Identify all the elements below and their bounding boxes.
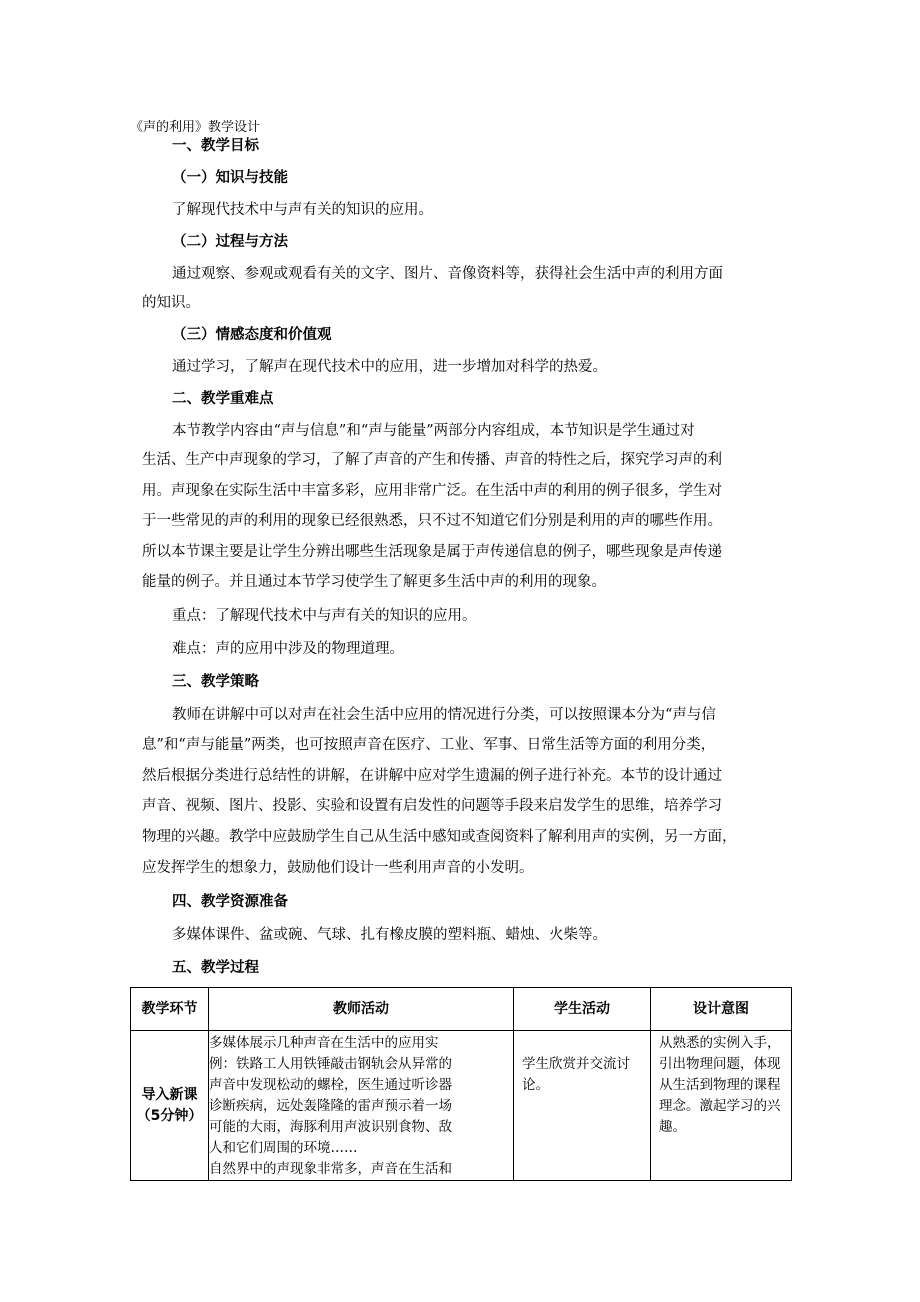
key-points-line: 所以本节课主要是让学生分辨出哪些生活现象是属于声传递信息的例子，哪些现象是声传递: [142, 544, 722, 560]
document-title: 《声的利用》教学设计: [130, 120, 261, 135]
focus-text: 重点：了解现代技术中与声有关的知识的应用。: [172, 608, 477, 624]
strategy-line: 然后根据分类进行总结性的讲解，在讲解中应对学生遗漏的例子进行补充。本节的设计通过: [142, 768, 722, 784]
heading-key-points: 二、教学重难点: [172, 391, 274, 407]
heading-strategy: 三、教学策略: [172, 674, 259, 690]
difficulty-text: 难点：声的应用中涉及的物理道理。: [172, 641, 404, 657]
heading-resources: 四、教学资源准备: [172, 894, 288, 910]
teacher-activity-line: 多媒体展示几种声音在生活中的应用实: [209, 1035, 439, 1051]
strategy-line: 息”和“声与能量”两类，也可按照声音在医疗、工业、军事、日常生活等方面的利用分类，: [142, 737, 716, 753]
header-design-intent: 设计意图: [651, 988, 792, 1031]
knowledge-text: 了解现代技术中与声有关的知识的应用。: [172, 202, 433, 218]
teacher-activity-cell: [209, 1031, 514, 1181]
heading-process-methods: （二）过程与方法: [172, 234, 288, 250]
process-text-line-2: 的知识。: [142, 295, 200, 311]
process-text-line-1: 通过观察、参观或观看有关的文字、图片、音像资料等，获得社会生活中声的利用方面: [172, 266, 723, 282]
header-stage: 教学环节: [131, 988, 209, 1031]
strategy-line: 应发挥学生的想象力，鼓励他们设计一些利用声音的小发明。: [142, 860, 534, 876]
teacher-activity-line: 例：铁路工人用铁锤敲击钢轨会从异常的: [209, 1056, 452, 1072]
teacher-activity-line: 人和它们周围的环境……: [209, 1140, 358, 1156]
header-student-activity: 学生活动: [514, 988, 651, 1031]
heading-objectives: 一、教学目标: [172, 138, 259, 154]
design-intent-cell: 从熟悉的实例入手，引出物理问题，体现从生活到物理的课程理念。激起学习的兴趣。: [651, 1031, 792, 1181]
strategy-line: 物理的兴趣。教学中应鼓励学生自己从生活中感知或查阅资料了解利用声的实例，另一方面，: [142, 829, 737, 845]
heading-knowledge-skills: （一）知识与技能: [172, 170, 288, 186]
teacher-activity-line: 诊断疾病，远处轰隆隆的雷声预示着一场: [209, 1098, 452, 1114]
teacher-activity-line: 自然界中的声现象非常多，声音在生活和: [209, 1161, 452, 1177]
key-points-line: 能量的例子。并且通过本节学习使学生了解更多生活中声的利用的现象。: [142, 574, 606, 590]
key-points-line: 用。声现象在实际生活中丰富多彩，应用非常广泛。在生活中声的利用的例子很多，学生对: [142, 483, 722, 499]
teacher-activity-line: 声音中发现松动的螺栓，医生通过听诊器: [209, 1077, 452, 1093]
table-row: [131, 1031, 792, 1181]
key-points-line: 于一些常见的声的利用的现象已经很熟悉，只不过不知道它们分别是利用的声的哪些作用。: [142, 513, 722, 529]
strategy-line: 教师在讲解中可以对声在社会生活中应用的情况进行分类，可以按照课本分为“声与信: [172, 707, 716, 723]
stage-cell: 导入新课（5分钟）: [131, 1031, 209, 1181]
teacher-activity-line: 可能的大雨，海豚利用声波识别食物、敌: [209, 1119, 452, 1135]
heading-process: 五、教学过程: [172, 960, 259, 976]
key-points-line: 生活、生产中声现象的学习，了解了声音的产生和传播、声音的特性之后，探究学习声的利: [142, 452, 722, 468]
teaching-process-table: [130, 987, 792, 1181]
student-activity-cell: 学生欣赏并交流讨论。: [514, 1031, 651, 1181]
header-teacher-activity: 教师活动: [209, 988, 514, 1031]
emotion-text: 通过学习，了解声在现代技术中的应用，进一步增加对科学的热爱。: [172, 359, 607, 375]
key-points-line: 本节教学内容由“声与信息”和“声与能量”两部分内容组成，本节知识是学生通过对: [172, 423, 695, 439]
resources-text: 多媒体课件、盆或碗、气球、扎有橡皮膜的塑料瓶、蜡烛、火柴等。: [172, 927, 607, 943]
table-header-row: [131, 988, 792, 1031]
strategy-line: 声音、视频、图片、投影、实验和设置有启发性的问题等手段来启发学生的思维，培养学习: [142, 798, 722, 814]
heading-emotion-values: （三）情感态度和价值观: [172, 327, 332, 343]
